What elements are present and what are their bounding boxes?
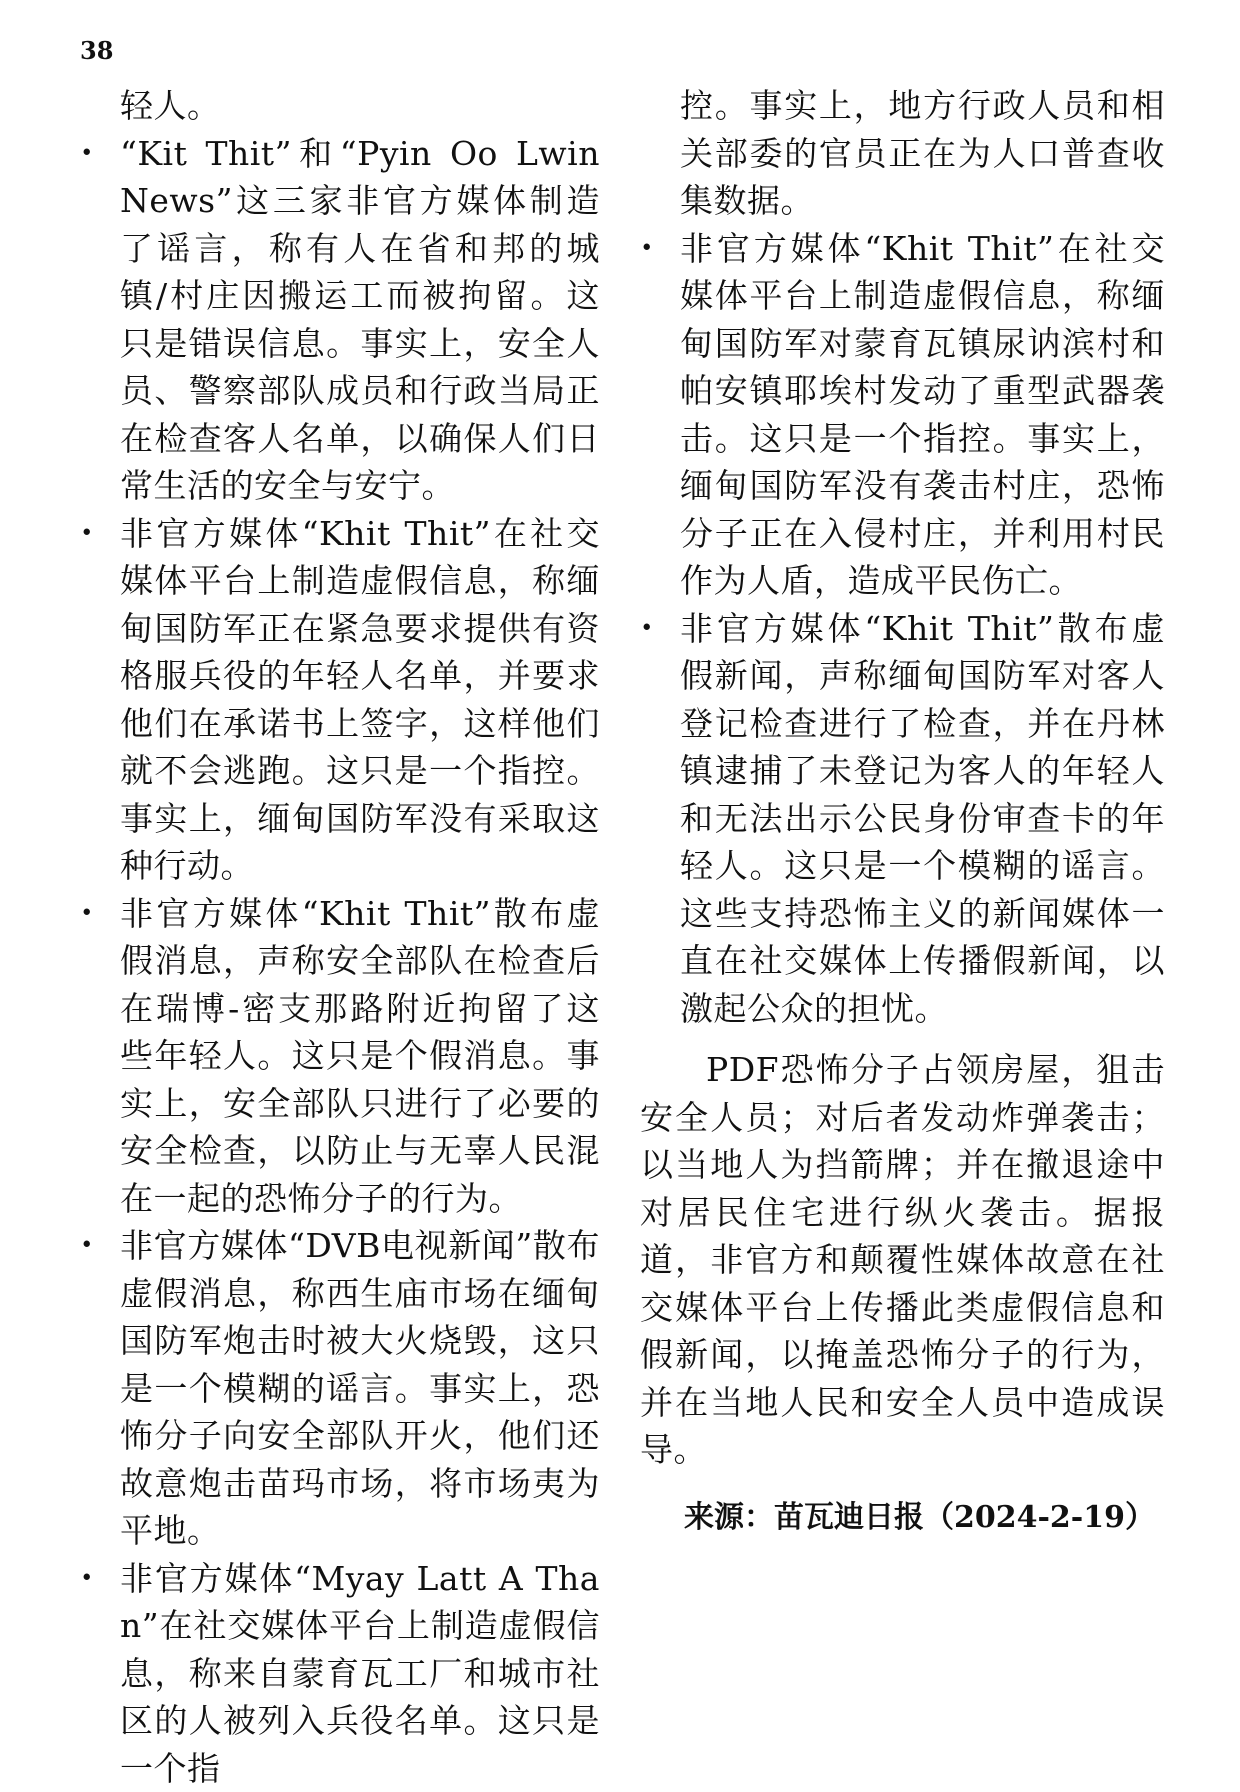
right-continuation-text: 控。事实上，地方行政人员和相关部委的官员正在为人口普查收集数据。 <box>640 82 1165 225</box>
page-number: 38 <box>80 36 113 65</box>
bullet-icon: • <box>640 605 654 653</box>
bullet-icon: • <box>640 225 654 273</box>
bullet-icon: • <box>80 130 94 178</box>
left-continuation-text: 轻人。 <box>80 82 600 130</box>
left-bullet-list <box>80 130 600 1792</box>
list-item <box>80 890 600 1223</box>
list-item-text: 非官方媒体“Myay Latt A Than”在社交媒体平台上制造虚假信息，称来自蒙育瓦工厂和城市社区的人被列入兵役名单。这只是一个指 <box>120 1559 600 1788</box>
list-item <box>640 605 1165 1033</box>
list-item-text: 非官方媒体“Khit Thit”在社交媒体平台上制造虚假信息，称缅甸国防军对蒙育瓦镇尿讷滨村和帕安镇耶埃村发动了重型武器袭击。这只是一个指控。事实上，缅甸国防军没有袭击村庄，恐怖分子正在入侵村庄，并利用村民作为人盾，造成平民伤亡。 <box>680 229 1165 601</box>
list-item <box>80 1555 600 1792</box>
list-item <box>80 1222 600 1555</box>
list-item <box>640 225 1165 605</box>
body-paragraph: PDF恐怖分子占领房屋，狙击安全人员；对后者发动炸弹袭击；以当地人为挡箭牌；并在撤退途中对居民住宅进行纵火袭击。据报道，非官方和颠覆性媒体故意在社交媒体平台上传播此类虚假信息和假新闻，以掩盖恐怖分子的行为，并在当地人民和安全人员中造成误导。 <box>640 1046 1165 1474</box>
list-item <box>80 130 600 510</box>
list-item-text: 非官方媒体“DVB电视新闻”散布虚假消息，称西生庙市场在缅甸国防军炮击时被大火烧毁，这只是一个模糊的谣言。事实上，恐怖分子向安全部队开火，他们还故意炮击苗玛市场，将市场夷为平地。 <box>120 1226 600 1550</box>
list-item-text: 非官方媒体“Khit Thit”散布虚假新闻，声称缅甸国防军对客人登记检查进行了检查，并在丹林镇逮捕了未登记为客人的年轻人和无法出示公民身份审查卡的年轻人。这只是一个模糊的谣言。这些支持恐怖主义的新闻媒体一直在社交媒体上传播假新闻，以激起公众的担忧。 <box>680 609 1165 1028</box>
bullet-icon: • <box>80 510 94 558</box>
right-bullet-list <box>640 225 1165 1033</box>
left-column <box>80 82 600 1792</box>
right-column <box>640 82 1165 1571</box>
bullet-icon: • <box>80 890 94 938</box>
bullet-icon: • <box>80 1222 94 1270</box>
bullet-icon: • <box>80 1555 94 1603</box>
source-citation: 来源：苗瓦迪日报（2024-2-19） <box>640 1494 1165 1541</box>
list-item-text: “Kit Thit”和“Pyin Oo Lwin News”这三家非官方媒体制造了谣言，称有人在省和邦的城镇/村庄因搬运工而被拘留。这只是错误信息。事实上，安全人员、警察部队成员和行政当局正在检查客人名单，以确保人们日常生活的安全与安宁。 <box>120 134 600 506</box>
list-item <box>80 510 600 890</box>
list-item-text: 非官方媒体“Khit Thit”散布虚假消息，声称安全部队在检查后在瑞博-密支那路附近拘留了这些年轻人。这只是个假消息。事实上，安全部队只进行了必要的安全检查，以防止与无辜人民混在一起的恐怖分子的行为。 <box>120 894 600 1218</box>
list-item-text: 非官方媒体“Khit Thit”在社交媒体平台上制造虚假信息，称缅甸国防军正在紧急要求提供有资格服兵役的年轻人名单，并要求他们在承诺书上签字，这样他们就不会逃跑。这只是一个指控。事实上，缅甸国防军没有采取这种行动。 <box>120 514 600 886</box>
